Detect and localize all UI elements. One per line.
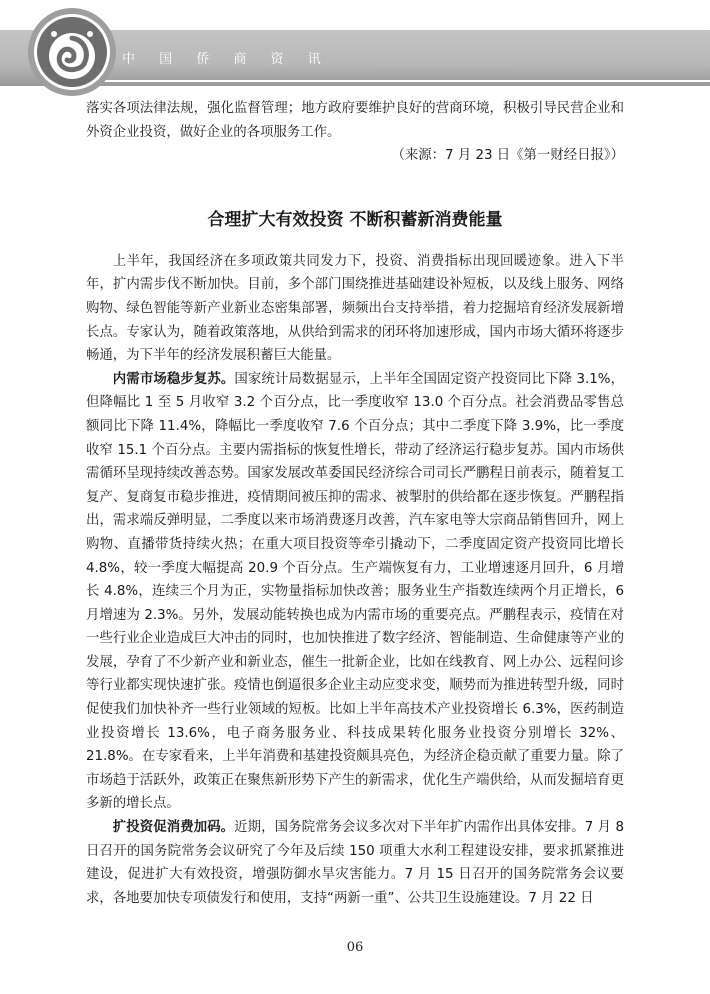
header-title: 中 国 侨 商 资 讯: [122, 52, 331, 67]
paragraph-1: [86, 250, 624, 368]
paragraph-lead: 内需市场稳步复苏。: [112, 371, 235, 387]
paragraph-2: [86, 368, 624, 816]
paragraph-3: [86, 816, 624, 910]
logo-icon: [24, 4, 120, 100]
paragraph-text: 国家统计局数据显示，上半年全国固定资产投资同比下降 3.1%，但降幅比 1 至 5 月收窄 3.2 个百分点，比一季度收窄 13.0 个百分点。社会消费品零售总额同比下降 11.4%，降幅比一季度收窄 7.6 个百分点；其中二季度下降 3.9%，比一季度收窄 15.1 个百分点。主要内需指标的恢复性增长，带动了经济运行稳步复苏。国内市场供需循环呈现持续改善态势。国家发展改革委国民经济综合司司长严鹏程日前表示，随着复工复产、复商复市稳步推进，疫情期间被压抑的需求、被掣肘的供给都在逐步恢复。严鹏程指出，需求端反弹明显，二季度以来市场消费逐月改善，汽车家电等大宗商品销售回升，网上购物、直播带货持续火热；在重大项目投资等牵引撬动下，二季度固定资产投资同比增长 4.8%，较一季度大幅提高 20.9 个百分点。生产端恢复有力，工业增速逐月回升，6 月增长 4.8%，连续三个月为正，实物量指标加快改善；服务业生产指数连续两个月正增长，6 月增速为 2.3%。另外，发展动能转换也成为内需市场的重要亮点。严鹏程表示，疫情在对一些行业企业造成巨大冲击的同时，也加快推进了数字经济、智能制造、生命健康等产业的发展，孕育了不少新产业和新业态，催生一批新企业，比如在线教育、网上办公、远程问诊等行业都实现快速扩张。疫情也倒逼很多企业主动应变求变，顺势而为推进转型升级，同时促使我们加快补齐一些行业领域的短板。比如上半年高技术产业投资增长 6.3%，医药制造业投资增长 13.6%，电子商务服务业、科技成果转化服务业投资分别增长 32%、21.8%。在专家看来，上半年消费和基建投资颇具亮色，为经济企稳贡献了重要力量。除了市场趋于活跃外，政策正在聚焦新形势下产生的新需求，优化生产端供给，从而发掘培育更多新的增长点。: [86, 371, 624, 812]
page-number: 06: [346, 940, 364, 955]
page-content: [86, 97, 624, 910]
intro-text: 落实各项法律法规，强化监督管理；地方政府要维护良好的营商环境，积极引导民营企业和外资企业投资，做好企业的各项服务工作。: [86, 101, 624, 140]
article-title: 合理扩大有效投资 不断积蓄新消费能量: [207, 209, 503, 230]
paragraph-lead: 扩投资促消费加码。: [112, 820, 235, 836]
paragraph-text: 近期，国务院常务会议多次对下半年扩内需作出具体安排。7 月 8 日召开的国务院常务会议研究了今年及后续 150 项重大水利工程建设安排，要求抓紧推进建设，促进扩大有效投资，增强防御水旱灾害能力。7 月 15 日召开的国务院常务会议要求，各地要加快专项债发行和使用，支持“两新一重”、公共卫生设施建设。7 月 22 日: [86, 820, 624, 906]
paragraph-text: 上半年，我国经济在多项政策共同发力下，投资、消费指标出现回暖迹象。进入下半年，扩内需步伐不断加快。目前，多个部门围绕推进基础建设补短板，以及线上服务、网络购物、绿色智能等新产业新业态密集部署，频频出台支持举措，着力挖掘培育经济发展新增长点。专家认为，随着政策落地，从供给到需求的闭环将加速形成，国内市场大循环将逐步畅通，为下半年的经济发展积蓄巨大能量。: [86, 253, 624, 364]
source-citation: （来源：7 月 23 日《第一财经日报》）: [391, 148, 624, 164]
